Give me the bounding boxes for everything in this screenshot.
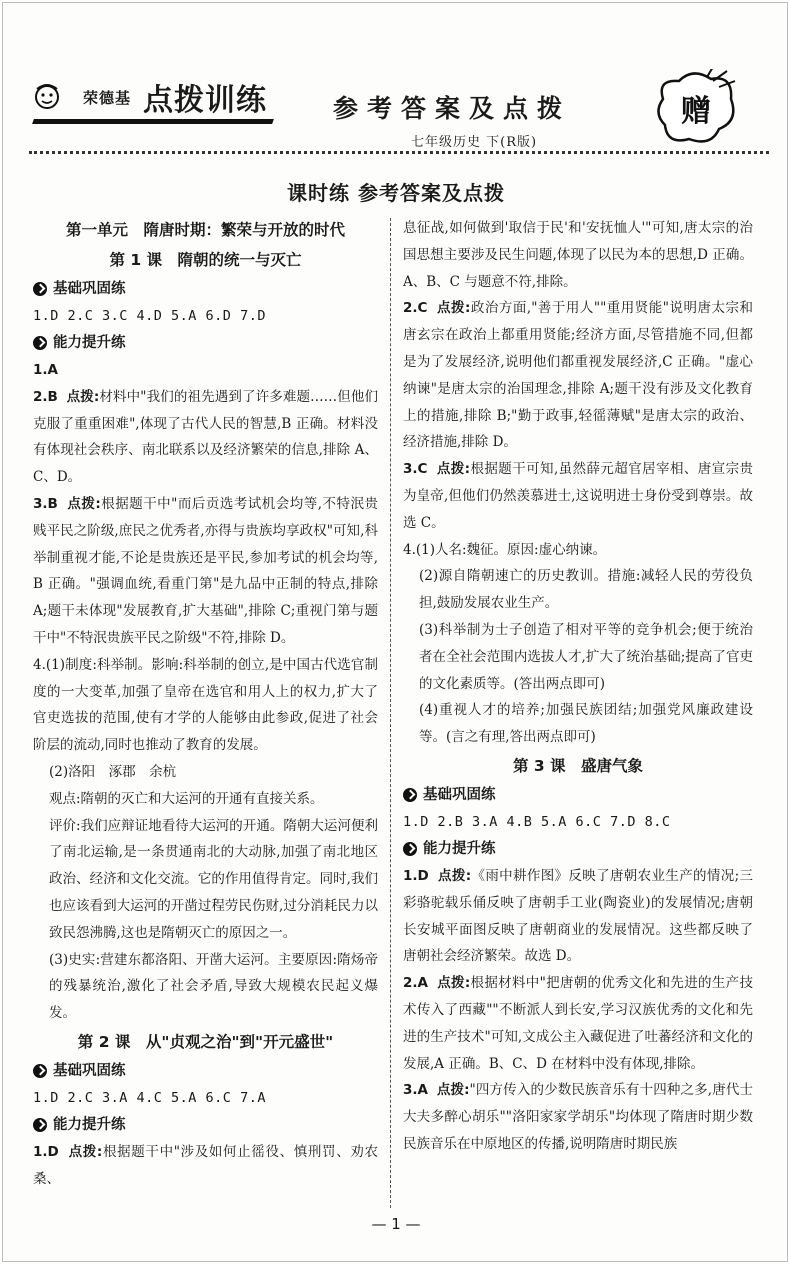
hint-tag: 点拨: (437, 300, 471, 317)
hint-tag: 点拨: (436, 461, 471, 478)
l1-answer-1 (33, 357, 378, 384)
l2-answer-4-part-2: (2)源自隋朝速亡的历史教训。措施:减轻人民的劳役负担,鼓励发展农业生产。 (419, 568, 753, 612)
ability-practice-label: 能力提升练 (53, 1116, 126, 1133)
gift-badge-icon (653, 69, 739, 149)
hint-tag: 点拨: (437, 975, 471, 992)
l2-answer-4-part-3: (3)科举制为士子创造了相对平等的竞争机会;便于统治者在全社会范围内选拔人才,扩大了统治基础;提高了官吏的文化素质等。(答出两点即可) (419, 621, 753, 692)
answer-text: 《雨中耕作图》反映了唐朝农业生产的情况;三彩骆驼载乐俑反映了唐朝手工业(陶瓷业)的发展情况;唐朝长安城平面图反映了唐朝商业的发展情况。这些都反映了唐朝社会经济繁荣。故选 D。 (403, 867, 753, 965)
l2-answer-1 (33, 1139, 378, 1193)
brand-logo-block (31, 73, 281, 131)
answer-text: 政治方面,"善于用人""重用贤能"说明唐太宗和唐玄宗在政治上都重用贤能;经济方面,尽管措施不同,但都是为了发展经济,说明他们都重视发展经济,C 正确。"虚心纳谏"是唐太宗的治国理念,排除 A;题干没有涉及文化教育上的措施,排除 B;"勤于政事,轻徭薄赋"是唐太宗的政治、经济措施,排除 D。 (403, 300, 753, 451)
answer-text: 根据题干中"涉及如何止徭役、慎刑罚、劝农桑、 (33, 1143, 378, 1187)
basic-practice-heading (33, 275, 378, 303)
basic-practice-label: 基础巩固练 (53, 281, 126, 297)
page-number: — 1 — (371, 1215, 421, 1233)
ability-practice-heading (33, 1111, 378, 1139)
top-bleed-text (29, 43, 788, 63)
answer-text: "四方传入的少数民族音乐有十四种之多,唐代士大夫多醉心胡乐""洛阳家家学胡乐"均体现了隋唐时期少数民族音乐在中原地区的传播,说明隋唐时期民族 (403, 1082, 753, 1152)
basic-practice-heading (33, 1057, 378, 1085)
brand-title: 点拨训练 (143, 83, 267, 118)
answer-text: 根据材料中"把唐朝的优秀文化和先进的生产技术传入了西藏""不断派人到长安,学习汉族优秀的文化和先进的生产技术"可知,文成公主入藏促进了吐蕃经济和文化的发展,A 正确。B、C、D 在材料中没有体现,排除。 (403, 975, 753, 1072)
arrow-circle-icon (403, 842, 417, 856)
header-dotted-rule (29, 151, 769, 157)
l2-answer-1-continued: 息征战,如何做到'取信于民'和'安抚恤人'"可知,唐太宗的治国思想主要涉及民生问题,体现了以民为本的思想,D 正确。A、B、C 与题意不符,排除。 (403, 220, 753, 290)
lesson-3-title: 第 3 课 盛唐气象 (512, 756, 644, 775)
answer-number: 3.C (403, 461, 428, 478)
lesson-2-title: 第 2 课 从"贞观之治"到"开元盛世" (77, 1032, 334, 1051)
right-column (403, 215, 753, 1158)
l1-answer-4-part-2: (2)洛阳 涿郡 余杭 (49, 763, 177, 780)
gift-badge (653, 69, 739, 149)
hint-tag: 点拨: (68, 1143, 103, 1160)
l1-answer-4-part-5: (3)史实:营建东都洛阳、开凿大运河。主要原因:隋炀帝的残暴统治,激化了社会矛盾,导致大规模农民起义爆发。 (49, 951, 378, 1022)
left-column (33, 215, 378, 1193)
section-title: 课时练 参考答案及点拨 (287, 181, 505, 205)
l1-answer-4-part-3: 观点:隋朝的灭亡和大运河的开通有直接关系。 (49, 790, 324, 807)
answer-text: 根据题干可知,虽然薛元超官居宰相、唐宣宗贵为皇帝,但他们仍然羡慕进士,这说明进士身份受到尊崇。故选 C。 (403, 461, 753, 531)
lesson-3-basic-answers: 1.D 2.B 3.A 4.B 5.A 6.C 7.D 8.C (403, 813, 671, 830)
l2-answer-2 (403, 295, 753, 456)
l2-answer-3 (403, 456, 753, 536)
l3-answer-2 (403, 970, 753, 1077)
ability-practice-label: 能力提升练 (53, 335, 126, 351)
answer-number: 1.A (33, 362, 58, 378)
basic-practice-label: 基础巩固练 (53, 1062, 126, 1079)
answer-text: 材料中"我们的祖先遇到了许多难题……但他们克服了重重困难",体现了古代人民的智慧,B 正确。材料没有体现社会秩序、南北联系以及经济繁荣的信息,排除 A、C、D。 (33, 388, 378, 486)
l3-answer-3 (403, 1077, 753, 1157)
answer-number: 2.B (33, 388, 58, 405)
basic-practice-heading (403, 781, 753, 809)
book-subtitle: 七年级历史 下(R版) (411, 135, 538, 150)
hint-tag: 点拨: (66, 388, 100, 405)
brand-underline (32, 119, 274, 124)
lesson-1-title: 第 1 课 隋朝的统一与灭亡 (109, 251, 302, 269)
answer-number: 2.C (403, 300, 428, 317)
l1-answer-4-part-4: 评价:我们应辩证地看待大运河的开通。隋朝大运河便利了南北运输,是一条贯通南北的大动脉,加强了南北地区政治、经济和文化交流。它的作用值得肯定。同时,我们也应该看到大运河的开凿过程劳民伤财,过分消耗民力以致民怨沸腾,这也是隋朝灭亡的原因之一。 (49, 817, 378, 941)
ability-practice-heading (403, 835, 753, 863)
answer-number: 2.A (403, 975, 428, 992)
arrow-circle-icon (33, 282, 47, 296)
answer-number: 3.B (33, 495, 58, 512)
answer-number: 3.A (403, 1082, 428, 1099)
column-divider (390, 218, 391, 1208)
hint-tag: 点拨: (67, 495, 101, 512)
arrow-circle-icon (33, 1064, 47, 1078)
hint-tag: 点拨: (436, 1082, 470, 1099)
lesson-1-basic-answers: 1.D 2.C 3.C 4.D 5.A 6.D 7.D (33, 308, 266, 324)
basic-practice-label: 基础巩固练 (423, 786, 496, 803)
hint-tag: 点拨: (438, 867, 472, 884)
mascot-icon (31, 81, 81, 117)
lesson-2-basic-answers: 1.D 2.C 3.A 4.C 5.A 6.C 7.A (33, 1089, 266, 1106)
answer-text: 根据题干中"而后贡选考试机会均等,不特泯贵贱平民之阶级,庶民之优秀者,亦得与贵族均享政权"可知,科举制重视才能,不论是贵族还是平民,参加考试的机会均等,B 正确。"强调血统,看重门第"是九品中正制的特点,排除 A;题干未体现"发展教育,扩大基础",排除 C;重视门第与题干中"不特泯贵族平民之阶级"不符,排除 D。 (33, 495, 378, 646)
answer-number: 1.D (403, 867, 429, 884)
l1-answer-4-part-1: 4.(1)制度:科举制。影响:科举制的创立,是中国古代选官制度的一大变革,加强了皇帝在选官和用人上的权力,扩大了官吏选拔的范围,使有才学的人能够由此参政,促进了社会阶层的流动,同时也推动了教育的发展。 (33, 656, 378, 754)
l2-answer-4-part-4: (4)重视人才的培养;加强民族团结;加强党风廉政建设等。(言之有理,答出两点即可) (419, 702, 753, 746)
gift-label: 赠 (681, 94, 711, 129)
arrow-circle-icon (33, 336, 47, 350)
l1-answer-3 (33, 491, 378, 652)
l1-answer-2 (33, 384, 378, 491)
ability-practice-label: 能力提升练 (423, 840, 496, 857)
page-title: 参考答案及点拨 (333, 94, 572, 123)
unit-title: 第一单元 隋唐时期：繁荣与开放的时代 (65, 221, 345, 239)
l2-answer-4-part-1: 4.(1)人名:魏征。原因:虚心纳谏。 (403, 541, 607, 558)
answer-page (2, 2, 788, 1262)
l3-answer-1 (403, 863, 753, 970)
ability-practice-heading (33, 329, 378, 357)
arrow-circle-icon (33, 1118, 47, 1132)
arrow-circle-icon (403, 788, 417, 802)
brand-name: 荣德基 (83, 89, 132, 107)
answer-number: 1.D (33, 1143, 59, 1160)
